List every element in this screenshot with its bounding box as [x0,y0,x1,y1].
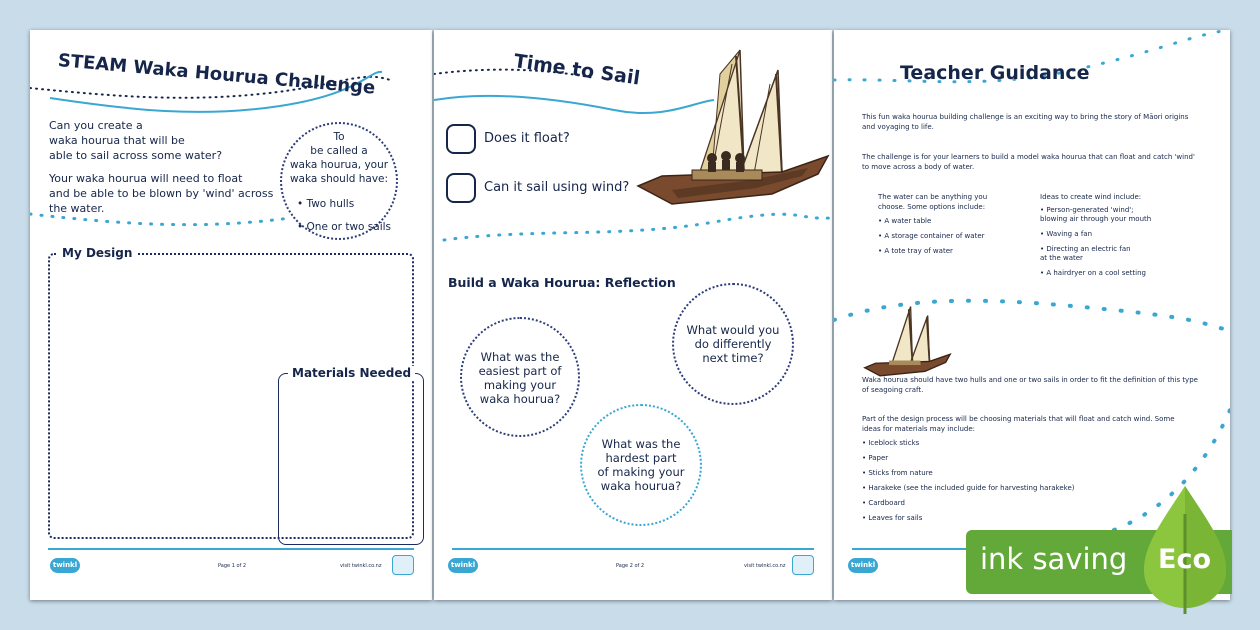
material-item: • Paper [862,454,889,462]
twinkl-logo: twinkl [848,558,878,573]
paragraph-line: and voyaging to life. [862,123,934,131]
water-option-item: • A water table [878,217,932,225]
question-line: What was the [480,350,560,364]
challenge-paragraph [862,152,1195,172]
materials-label: Materials Needed [288,366,415,380]
question-line: of making your [597,465,685,479]
float-check-label: Does it float? [484,131,570,146]
wind-idea-item [1040,206,1151,224]
question-line: do differently [694,337,772,351]
wind-ideas-list [1040,206,1151,284]
wind-idea-item [1040,245,1151,263]
twinkl-logo: twinkl [50,558,80,573]
requirement-item: • One or two sails [297,221,392,233]
paragraph-line: This fun waka hourua building challenge is an exciting way to bring the story of Māori origins [862,113,1189,121]
waka-hourua-small-illustration [862,300,952,386]
water-option-item: • A storage container of water [878,232,985,240]
paragraph-line: Part of the design process will be choosing materials that will float and catch wind. Some [862,415,1175,423]
float-checkbox[interactable] [446,124,476,154]
eco-badge-small-icon [792,555,814,575]
requirement-item: • Two hulls [297,198,355,210]
circle-line: To [333,131,345,143]
requirements-list [297,193,391,239]
wind-idea-line: • Directing an electric fan [1040,245,1131,253]
material-item: • Cardboard [862,499,905,507]
circle-line: waka hourua, your [289,159,389,171]
sail-checkbox[interactable] [446,173,476,203]
float-line: and be able to be blown by 'wind' across [49,187,274,200]
question-line: easiest part of [478,364,562,378]
question-line: What would you [686,323,780,337]
float-text [49,171,273,216]
ink-saving-label: ink saving [980,542,1128,576]
paragraph-line: choose. Some options include: [878,203,986,211]
waka-hourua-illustration [632,44,832,218]
intro-line: Can you create a [49,119,143,132]
easiest-part-question [460,350,580,406]
wind-idea-line: • A hairdryer on a cool setting [1040,269,1146,277]
float-line: the water. [49,202,105,215]
eco-badge-small-icon [392,555,414,575]
wind-idea-line: • Waving a fan [1040,230,1093,238]
page-number: Page 2 of 2 [616,563,645,569]
circle-line: waka should have: [289,173,389,185]
question-line: waka hourua? [479,392,561,406]
materials-box[interactable] [278,373,424,545]
circle-line: be called a [310,145,368,157]
paragraph-line: of seagoing craft. [862,386,924,394]
wind-idea-item [1040,269,1151,278]
reflection-title: Build a Waka Hourua: Reflection [448,275,676,290]
material-item: • Iceblock sticks [862,439,920,447]
material-item: • Harakeke (see the included guide for harvesting harakeke) [862,484,1075,492]
hardest-part-question [580,437,702,493]
water-options-intro [878,192,987,212]
differently-question [672,323,794,365]
eco-label: Eco [1158,544,1211,575]
question-line: making your [483,378,557,392]
wind-idea-item [1040,230,1151,239]
worksheet-page-1 [30,30,432,600]
wind-idea-line: at the water [1040,254,1083,262]
float-line: Your waka hourua will need to float [49,172,243,185]
page-title: STEAM Waka Hourua Challenge [57,50,377,99]
material-item: • Sticks from nature [862,469,933,477]
requirements-text [280,130,398,186]
twinkl-logo: twinkl [448,558,478,573]
paragraph-line: to move across a body of water. [862,163,975,171]
page-number: Page 1 of 2 [218,563,247,569]
page-title: Time to Sail [512,50,642,90]
page-title: Teacher Guidance [900,62,1090,84]
worksheet-page-2 [434,30,832,600]
footer-url[interactable]: visit twinkl.co.nz [744,563,786,569]
question-line: What was the [601,437,681,451]
footer-url[interactable]: visit twinkl.co.nz [340,563,382,569]
definition-paragraph [862,375,1198,395]
paragraph-line: Waka hourua should have two hulls and one or two sails in order to fit the definition of this type [862,376,1198,384]
intro-line: waka hourua that will be [49,134,185,147]
materials-list [862,436,1074,526]
wind-ideas-intro: Ideas to create wind include: [1040,193,1142,201]
wind-idea-line: • Person-generated 'wind'; [1040,206,1134,214]
design-label: My Design [58,246,136,260]
footer-divider [48,548,414,550]
intro-paragraph [862,112,1188,132]
paragraph-line: The challenge is for your learners to build a model waka hourua that can float and catch 'wind' [862,153,1195,161]
water-option-item: • A tote tray of water [878,247,953,255]
question-line: next time? [702,351,764,365]
water-options-list [878,214,985,259]
material-item: • Leaves for sails [862,514,923,522]
paragraph-line: ideas for materials may include: [862,425,975,433]
paragraph-line: The water can be anything you [878,193,988,201]
sail-check-label: Can it sail using wind? [484,180,630,195]
question-line: waka hourua? [600,479,682,493]
intro-line: able to sail across some water? [49,149,223,162]
footer-divider [452,548,814,550]
intro-text [49,118,222,163]
question-line: hardest part [605,451,677,465]
wind-idea-line: blowing air through your mouth [1040,215,1152,223]
materials-paragraph [862,414,1175,434]
